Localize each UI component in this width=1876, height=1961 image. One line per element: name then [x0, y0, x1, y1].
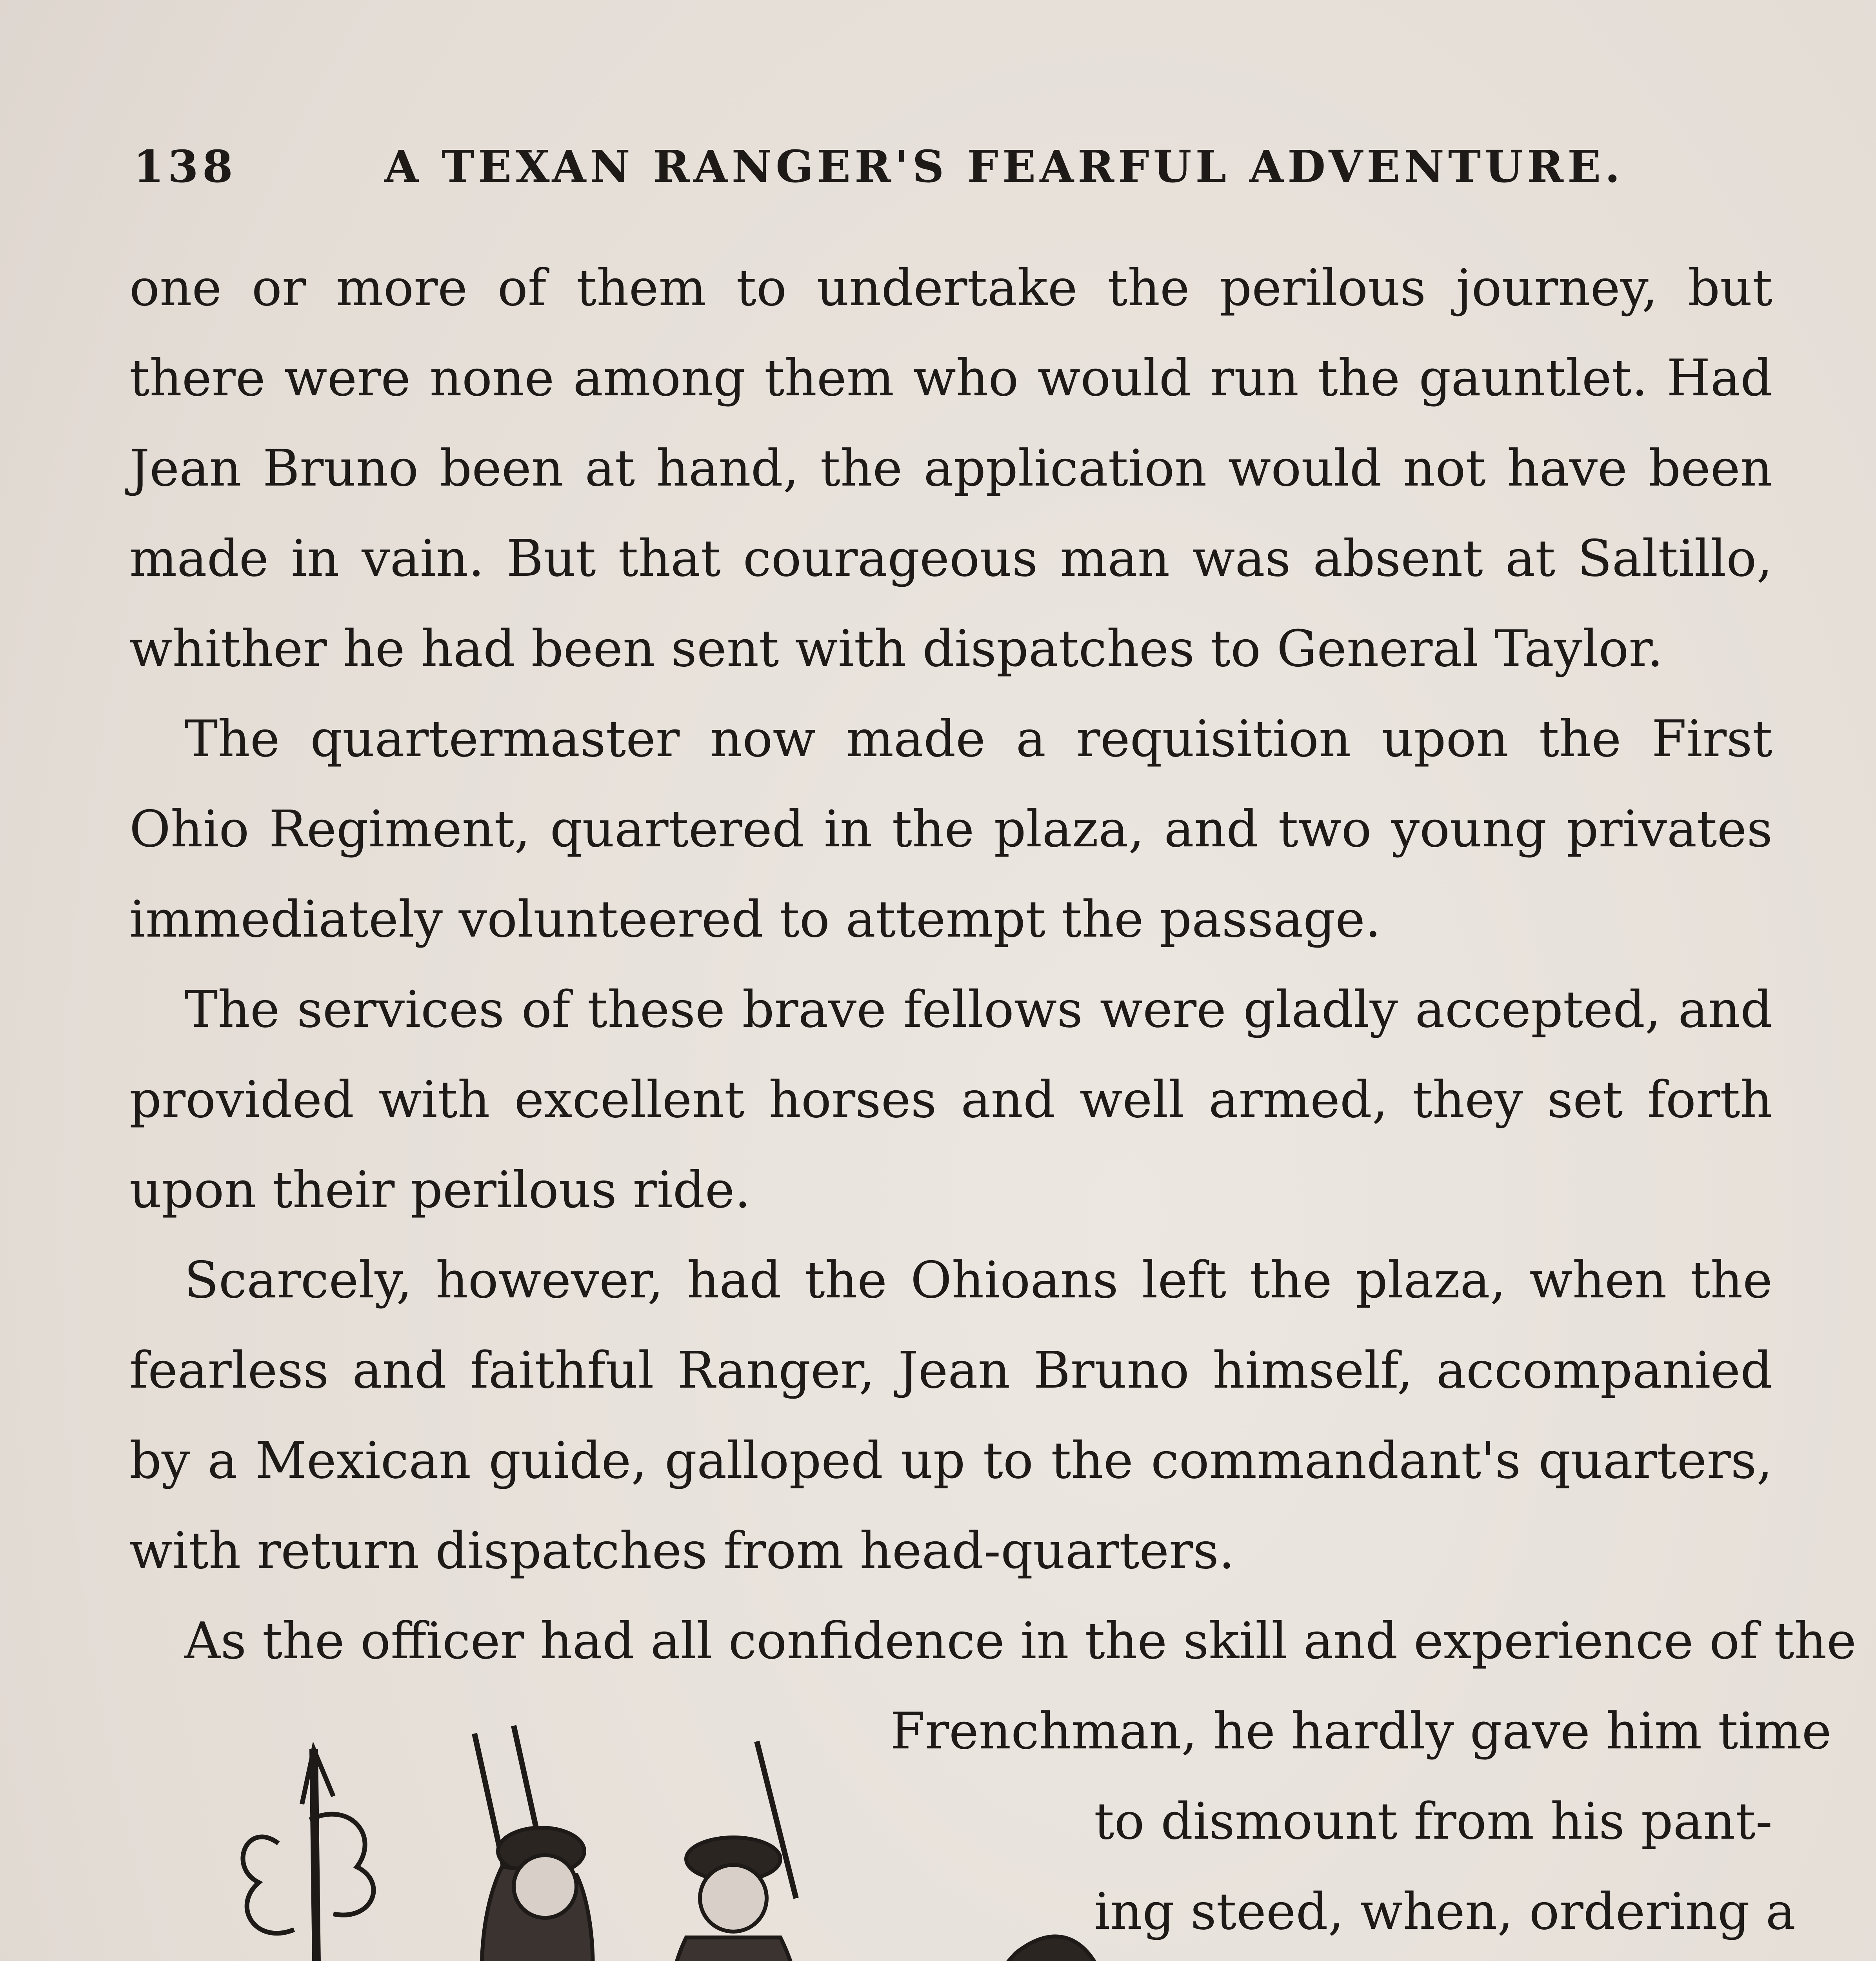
paragraph-5-start: As the officer had all confidence in the skill and experience of the [184, 1612, 1856, 1670]
page-number: 138 [133, 141, 237, 193]
paragraph-4: Scarcely, however, had the Ohioans left the plaza, when the fearless and faithful Ranger, Jean Bruno himself, accompanied by a Mexican guide, galloped up to the commandant's quarters, with return dispatches from head-quarters. [129, 1251, 1772, 1580]
wrapped-line: Frenchman, he hardly gave him time [890, 1702, 1832, 1761]
wrapped-line: ing steed, when, ordering a [1094, 1883, 1796, 1941]
engraving-illustration [129, 1702, 1282, 1961]
running-head: A TEXAN RANGER'S FEARFUL ADVENTURE. [384, 141, 1624, 193]
wrapped-line: to dismount from his pant- [1094, 1792, 1772, 1851]
paragraph-1: one or more of them to undertake the perilous journey, but there were none among them who would run the gauntlet. Had Jean Bruno been at hand, the application would not have been made in vain. But that courageous man was absent at Saltillo, whither he had been sent with dispatches to General Taylor. [129, 259, 1772, 678]
paragraph-3: The services of these brave fellows were gladly accepted, and provided with excellent horses and well armed, they set forth upon their perilous ride. [129, 980, 1772, 1219]
page-header [133, 141, 1780, 204]
paragraph-2: The quartermaster now made a requisition upon the First Ohio Regiment, quartered in the plaza, and two young privates immediately volunteered to attempt the passage. [129, 710, 1772, 949]
